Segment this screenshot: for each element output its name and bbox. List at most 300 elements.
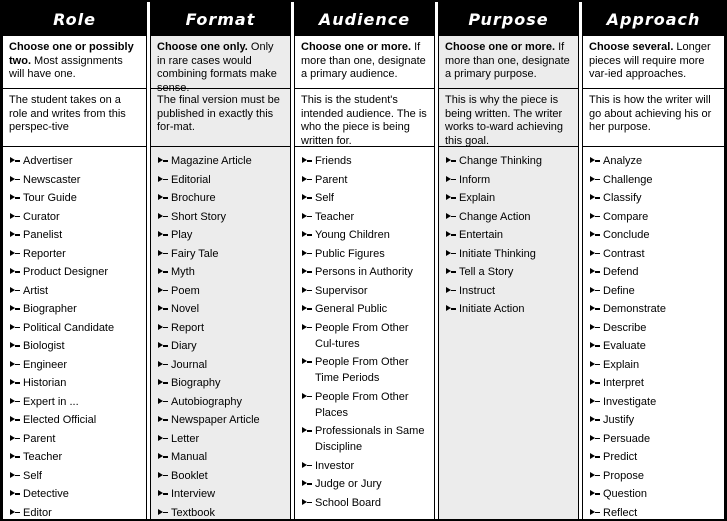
list-item (590, 209, 721, 225)
choose-instruction-bold: Choose one or more. (445, 41, 556, 53)
choose-instruction-rest: Most assignments will have one. (9, 54, 123, 80)
arrow-bullet-icon (590, 486, 603, 502)
list-item (302, 320, 431, 352)
arrow-bullet-icon (158, 320, 171, 336)
description-text: The student takes on a role and writes from this perspec-tive (9, 94, 126, 133)
arrow-bullet-icon (158, 283, 171, 299)
list-item-label: Teacher (23, 451, 63, 463)
list-item-label: Interpret (603, 377, 644, 389)
list-item-label: Question (603, 488, 648, 500)
list-item-label: Demonstrate (603, 303, 666, 315)
column-header-label: Audience (318, 9, 411, 29)
choose-instruction-rest: Longer pieces will require more var-ied approaches. (589, 41, 711, 80)
list-item-label: Classify (603, 192, 642, 204)
arrow-bullet-icon (158, 209, 171, 225)
list-item (158, 505, 287, 520)
choose-instruction-bold: Choose one or possibly two. (9, 41, 134, 67)
list-item (446, 246, 575, 262)
list-item-label: Autobiography (171, 395, 242, 408)
list-item (302, 458, 431, 474)
list-item (302, 172, 431, 188)
list-item (158, 375, 287, 391)
arrow-bullet-icon (302, 283, 315, 299)
arrow-bullet-icon (158, 375, 171, 391)
list-item-label: People From Other Places (315, 390, 409, 419)
list-item (10, 320, 143, 336)
arrow-bullet-icon (158, 264, 171, 280)
list-item-label: Entertain (459, 229, 504, 241)
list-item (590, 320, 721, 336)
arrow-bullet-icon (158, 449, 171, 465)
list-item-label: Short Story (171, 210, 227, 223)
list-item (10, 394, 143, 410)
list-item (10, 486, 143, 502)
list-item-label: Product Designer (23, 266, 108, 278)
list-item-label: Change Action (459, 210, 531, 223)
list-item-label: Tell a Story (459, 266, 514, 278)
list-item-label: Define (603, 284, 635, 297)
list-item (10, 412, 143, 428)
list-item (590, 190, 721, 206)
list-item-label: Newscaster (23, 173, 81, 186)
format-description (151, 89, 290, 147)
list-item-label: Self (23, 469, 42, 482)
arrow-bullet-icon (10, 357, 23, 373)
list-item (302, 153, 431, 169)
arrow-bullet-icon (10, 172, 23, 188)
arrow-bullet-icon (590, 431, 603, 447)
list-item-label: Artist (23, 284, 49, 297)
arrow-bullet-icon (10, 264, 23, 280)
list-item-label: Expert in ... (23, 395, 79, 408)
arrow-bullet-icon (10, 246, 23, 262)
list-item (10, 153, 143, 169)
list-item (590, 172, 721, 188)
list-item (590, 264, 721, 280)
arrow-bullet-icon (446, 153, 459, 169)
list-item (158, 412, 287, 428)
list-item (446, 227, 575, 243)
arrow-bullet-icon (590, 412, 603, 428)
list-item-label: Parent (315, 173, 348, 186)
arrow-bullet-icon (302, 320, 315, 336)
list-item (158, 227, 287, 243)
list-item-label: Manual (171, 451, 208, 463)
arrow-bullet-icon (10, 431, 23, 447)
arrow-bullet-icon (590, 246, 603, 262)
arrow-bullet-icon (158, 486, 171, 502)
arrow-bullet-icon (590, 505, 603, 520)
list-item-label: Tour Guide (23, 192, 77, 204)
list-item (302, 476, 431, 492)
list-item-label: Teacher (315, 210, 355, 223)
list-item-label: Reflect (603, 506, 638, 519)
approach-description (583, 89, 724, 147)
arrow-bullet-icon (590, 338, 603, 354)
arrow-bullet-icon (446, 283, 459, 299)
list-item-label: Poem (171, 284, 200, 297)
arrow-bullet-icon (590, 172, 603, 188)
list-item-label: Evaluate (603, 340, 646, 352)
arrow-bullet-icon (302, 246, 315, 262)
description-text: This is how the writer will go about achieving his or her purpose. (589, 94, 712, 133)
list-item (590, 375, 721, 391)
list-item (158, 320, 287, 336)
list-item (302, 283, 431, 299)
arrow-bullet-icon (158, 431, 171, 447)
list-item (590, 227, 721, 243)
list-item-label: People From Other Cul-tures (315, 321, 409, 350)
arrow-bullet-icon (158, 227, 171, 243)
list-item (10, 505, 143, 520)
list-item (158, 431, 287, 447)
purpose-choose-instruction (439, 36, 578, 89)
arrow-bullet-icon (302, 389, 315, 405)
arrow-bullet-icon (302, 495, 315, 511)
list-item-label: Justify (603, 414, 635, 426)
purpose-list (439, 147, 578, 519)
list-item (158, 338, 287, 354)
list-item (446, 190, 575, 206)
arrow-bullet-icon (590, 283, 603, 299)
arrow-bullet-icon (302, 354, 315, 370)
list-item-label: Investor (315, 459, 355, 472)
arrow-bullet-icon (158, 357, 171, 373)
list-item (158, 301, 287, 317)
list-item-label: Report (171, 321, 205, 334)
list-item (10, 338, 143, 354)
role-choose-instruction (3, 36, 146, 89)
arrow-bullet-icon (446, 301, 459, 317)
arrow-bullet-icon (302, 153, 315, 169)
arrow-bullet-icon (590, 375, 603, 391)
arrow-bullet-icon (590, 153, 603, 169)
arrow-bullet-icon (302, 476, 315, 492)
list-item-label: Parent (23, 432, 56, 445)
list-item-label: Judge or Jury (315, 478, 382, 490)
list-item (302, 264, 431, 280)
list-item-label: Editor (23, 506, 52, 519)
list-item-label: Defend (603, 266, 639, 278)
arrow-bullet-icon (158, 394, 171, 410)
list-item-label: Describe (603, 321, 647, 334)
column-header-audience (294, 2, 435, 36)
arrow-bullet-icon (10, 301, 23, 317)
table-body (2, 36, 725, 519)
column-header-label: Role (53, 9, 96, 29)
list-item-label: Panelist (23, 229, 63, 241)
list-item-label: Biographer (23, 303, 77, 315)
list-item-label: Myth (171, 266, 195, 278)
format-list (151, 147, 290, 519)
list-item (158, 190, 287, 206)
list-item (158, 486, 287, 502)
list-item (158, 153, 287, 169)
list-item-label: Analyze (603, 155, 643, 167)
format-choose-instruction (151, 36, 290, 94)
list-item-label: Biologist (23, 340, 65, 352)
arrow-bullet-icon (158, 301, 171, 317)
column-header-purpose (438, 2, 579, 36)
list-item-label: Change Thinking (459, 155, 542, 167)
list-item (10, 227, 143, 243)
list-item (158, 209, 287, 225)
list-item-label: Engineer (23, 358, 68, 371)
arrow-bullet-icon (10, 412, 23, 428)
list-item-label: Initiate Action (459, 303, 525, 315)
list-item (590, 357, 721, 373)
list-item-label: Textbook (171, 506, 216, 519)
list-item (10, 246, 143, 262)
arrow-bullet-icon (10, 209, 23, 225)
column-header-label: Purpose (468, 9, 549, 29)
arrow-bullet-icon (158, 338, 171, 354)
arrow-bullet-icon (590, 227, 603, 243)
arrow-bullet-icon (446, 209, 459, 225)
list-item-label: Contrast (603, 247, 645, 260)
description-text: The final version must be published in exactly this for-mat. (157, 94, 280, 133)
list-item (302, 227, 431, 243)
arrow-bullet-icon (446, 264, 459, 280)
arrow-bullet-icon (590, 449, 603, 465)
list-item-label: Friends (315, 155, 352, 167)
list-item (10, 301, 143, 317)
arrow-bullet-icon (590, 394, 603, 410)
list-item (158, 264, 287, 280)
arrow-bullet-icon (446, 190, 459, 206)
arrow-bullet-icon (10, 394, 23, 410)
list-item-label: Magazine Article (171, 155, 252, 167)
arrow-bullet-icon (10, 283, 23, 299)
list-item (590, 394, 721, 410)
arrow-bullet-icon (10, 375, 23, 391)
list-item-label: Inform (459, 173, 491, 186)
list-item-label: Political Candidate (23, 321, 115, 334)
arrow-bullet-icon (302, 423, 315, 439)
list-item-label: Young Children (315, 229, 390, 241)
arrow-bullet-icon (10, 338, 23, 354)
arrow-bullet-icon (10, 320, 23, 336)
arrow-bullet-icon (158, 246, 171, 262)
list-item-label: Letter (171, 432, 200, 445)
list-item (302, 423, 431, 455)
purpose-column (438, 36, 579, 519)
list-item (158, 468, 287, 484)
list-item-label: Explain (459, 192, 496, 204)
list-item-label: Investigate (603, 395, 657, 408)
list-item-label: Propose (603, 469, 644, 482)
list-item-label: Booklet (171, 469, 208, 482)
arrow-bullet-icon (590, 209, 603, 225)
list-item-label: Instruct (459, 284, 496, 297)
list-item (158, 283, 287, 299)
choose-instruction-bold: Choose one or more. (301, 41, 412, 53)
arrow-bullet-icon (10, 190, 23, 206)
arrow-bullet-icon (10, 468, 23, 484)
arrow-bullet-icon (10, 505, 23, 520)
list-item (158, 449, 287, 465)
approach-choose-instruction (583, 36, 724, 89)
arrow-bullet-icon (158, 172, 171, 188)
list-item (158, 172, 287, 188)
list-item (302, 301, 431, 317)
list-item (302, 190, 431, 206)
list-item-label: Challenge (603, 173, 653, 186)
list-item (590, 505, 721, 520)
arrow-bullet-icon (590, 320, 603, 336)
list-item (10, 449, 143, 465)
list-item-label: Persuade (603, 432, 651, 445)
list-item-label: Supervisor (315, 284, 368, 297)
choose-instruction-rest: If more than one, designate a primary audience. (301, 41, 426, 80)
purpose-description (439, 89, 578, 147)
list-item (590, 301, 721, 317)
list-item-label: Biography (171, 377, 221, 389)
list-item (10, 264, 143, 280)
choose-instruction-bold: Choose one only. (157, 41, 248, 53)
list-item-label: Professionals in Same Discipline (315, 425, 425, 453)
list-item (158, 246, 287, 262)
list-item (590, 338, 721, 354)
column-header-role (2, 2, 147, 36)
list-item-label: Historian (23, 377, 67, 389)
list-item (446, 283, 575, 299)
list-item-label: Editorial (171, 173, 211, 186)
table-header-row (2, 2, 725, 36)
list-item-label: Predict (603, 451, 638, 463)
choose-instruction-rest: If more than one, designate a primary purpose. (445, 41, 570, 80)
list-item-label: Play (171, 229, 193, 241)
column-header-label: Format (185, 9, 256, 29)
list-item (446, 153, 575, 169)
arrow-bullet-icon (158, 190, 171, 206)
arrow-bullet-icon (590, 468, 603, 484)
column-header-label: Approach (606, 9, 701, 29)
list-item-label: Fairy Tale (171, 247, 219, 260)
list-item-label: Detective (23, 488, 69, 500)
arrow-bullet-icon (158, 412, 171, 428)
arrow-bullet-icon (590, 264, 603, 280)
list-item (10, 209, 143, 225)
list-item-label: Curator (23, 210, 60, 223)
arrow-bullet-icon (590, 301, 603, 317)
list-item (302, 209, 431, 225)
audience-description (295, 89, 434, 147)
arrow-bullet-icon (302, 172, 315, 188)
list-item-label: Conclude (603, 229, 650, 241)
approach-list (583, 147, 724, 519)
list-item-label: People From Other Time Periods (315, 356, 409, 384)
list-item-label: Reporter (23, 247, 66, 260)
list-item-label: Elected Official (23, 414, 97, 426)
list-item (590, 412, 721, 428)
list-item (590, 468, 721, 484)
list-item (10, 468, 143, 484)
list-item (158, 394, 287, 410)
list-item (10, 283, 143, 299)
arrow-bullet-icon (302, 227, 315, 243)
list-item (590, 246, 721, 262)
arrow-bullet-icon (158, 153, 171, 169)
list-item-label: Initiate Thinking (459, 247, 536, 260)
list-item-label: General Public (315, 303, 388, 315)
list-item-label: Diary (171, 340, 197, 352)
column-header-format (150, 2, 291, 36)
audience-choose-instruction (295, 36, 434, 89)
column-header-approach (582, 2, 725, 36)
list-item (10, 190, 143, 206)
list-item (446, 209, 575, 225)
list-item (158, 357, 287, 373)
list-item (302, 495, 431, 511)
role-column (2, 36, 147, 519)
approach-column (582, 36, 725, 519)
list-item-label: Interview (171, 488, 216, 500)
list-item (10, 357, 143, 373)
arrow-bullet-icon (302, 458, 315, 474)
description-text: This is the student's intended audience. The is who the piece is being written for. (301, 94, 427, 147)
audience-column (294, 36, 435, 519)
arrow-bullet-icon (446, 227, 459, 243)
arrow-bullet-icon (158, 468, 171, 484)
arrow-bullet-icon (158, 505, 171, 520)
list-item (10, 172, 143, 188)
list-item (446, 264, 575, 280)
list-item-label: Persons in Authority (315, 266, 413, 278)
list-item (10, 431, 143, 447)
arrow-bullet-icon (302, 301, 315, 317)
arrow-bullet-icon (446, 246, 459, 262)
list-item-label: Compare (603, 210, 649, 223)
list-item (302, 354, 431, 386)
description-text: This is why the piece is being written. The writer works to-ward achieving this goal. (445, 94, 563, 147)
arrow-bullet-icon (10, 153, 23, 169)
arrow-bullet-icon (10, 486, 23, 502)
arrow-bullet-icon (302, 190, 315, 206)
list-item-label: Newspaper Article (171, 414, 260, 426)
arrow-bullet-icon (10, 227, 23, 243)
arrow-bullet-icon (446, 172, 459, 188)
role-list (3, 147, 146, 519)
list-item (446, 301, 575, 317)
arrow-bullet-icon (590, 190, 603, 206)
list-item-label: Advertiser (23, 155, 73, 167)
list-item-label: Public Figures (315, 247, 385, 260)
list-item-label: Brochure (171, 192, 216, 204)
arrow-bullet-icon (10, 449, 23, 465)
list-item (590, 449, 721, 465)
list-item-label: Explain (603, 358, 640, 371)
list-item-label: School Board (315, 496, 382, 509)
list-item-label: Novel (171, 303, 200, 315)
list-item (10, 375, 143, 391)
list-item (302, 389, 431, 421)
list-item (590, 486, 721, 502)
choose-instruction-bold: Choose several. (589, 41, 674, 53)
list-item (590, 431, 721, 447)
list-item (446, 172, 575, 188)
role-description (3, 89, 146, 147)
list-item-label: Self (315, 192, 334, 204)
list-item (590, 283, 721, 299)
audience-list (295, 147, 434, 519)
choose-instruction-rest: Only in rare cases would combining formats make sense. (157, 41, 277, 94)
arrow-bullet-icon (302, 209, 315, 225)
list-item-label: Journal (171, 358, 208, 371)
arrow-bullet-icon (302, 264, 315, 280)
list-item (590, 153, 721, 169)
arrow-bullet-icon (590, 357, 603, 373)
